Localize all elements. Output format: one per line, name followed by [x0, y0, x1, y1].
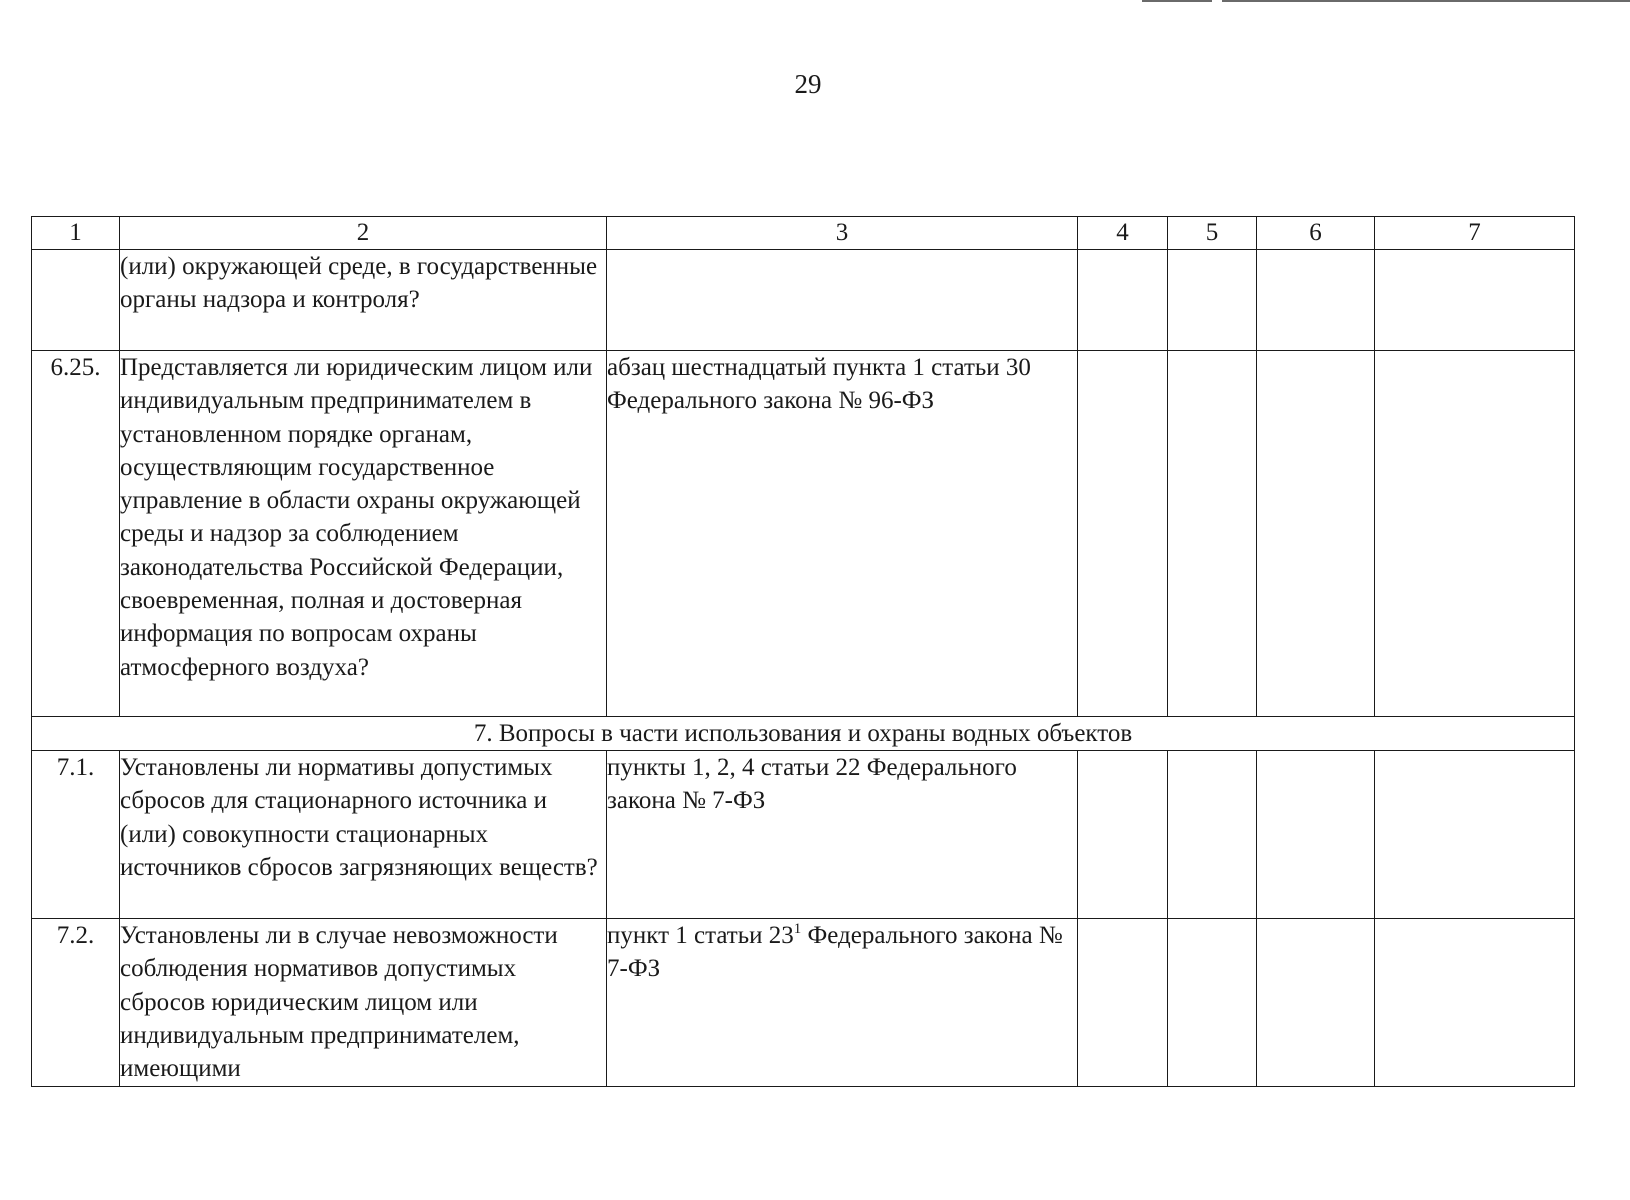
column-number: 3	[607, 217, 1078, 250]
empty-cell	[1168, 751, 1257, 919]
column-number: 5	[1168, 217, 1257, 250]
column-number: 4	[1078, 217, 1168, 250]
article-superscript: 1	[793, 921, 802, 937]
table-row	[32, 351, 1575, 717]
table-row	[32, 919, 1575, 1087]
item-number: 7.2.	[32, 919, 120, 1087]
top-edge-line	[1222, 0, 1630, 2]
column-number: 1	[32, 217, 120, 250]
table-row	[32, 250, 1575, 351]
question-text: Представляется ли юридическим лицом или индивидуальным предпринимателем в установленном порядке органам, осуществляющим государственное управление в области охраны окружающей среды и надзор за соблюдением законодательства Российской Федерации, своевременная, полная и достоверная информация по вопросам охраны атмосферного воздуха?	[120, 351, 607, 717]
legal-reference	[607, 919, 1078, 1087]
empty-cell	[1375, 919, 1575, 1087]
legal-reference	[607, 250, 1078, 351]
empty-cell	[1078, 351, 1168, 717]
column-number-row	[32, 217, 1575, 250]
column-number: 6	[1257, 217, 1375, 250]
empty-cell	[1078, 250, 1168, 351]
question-text: Установлены ли в случае невозможности соблюдения нормативов допустимых сбросов юридическим лицом или индивидуальным предпринимателем, имеющими	[120, 919, 607, 1087]
question-text: Установлены ли нормативы допустимых сбросов для стационарного источника и (или) совокупности стационарных источников сбросов загрязняющих веществ?	[120, 751, 607, 919]
empty-cell	[1168, 351, 1257, 717]
page-number: 29	[794, 69, 822, 99]
item-number: 6.25.	[32, 351, 120, 717]
column-number: 2	[120, 217, 607, 250]
empty-cell	[1257, 250, 1375, 351]
item-number: 7.1.	[32, 751, 120, 919]
empty-cell	[1168, 919, 1257, 1087]
legal-reference-end: Федерального закона № 7-ФЗ	[607, 922, 1063, 983]
empty-cell	[1257, 919, 1375, 1087]
empty-cell	[1375, 751, 1575, 919]
empty-cell	[1257, 751, 1375, 919]
empty-cell	[1375, 351, 1575, 717]
item-number	[32, 250, 120, 351]
top-edge-line	[1142, 0, 1212, 2]
legal-reference-start: пункт 1 статьи 23	[607, 922, 794, 949]
section-header-row	[32, 717, 1575, 751]
column-number: 7	[1375, 217, 1575, 250]
section-title: 7. Вопросы в части использования и охраны водных объектов	[32, 717, 1575, 751]
empty-cell	[1078, 751, 1168, 919]
empty-cell	[1168, 250, 1257, 351]
question-text: (или) окружающей среде, в государственные органы надзора и контроля?	[120, 250, 607, 351]
empty-cell	[1257, 351, 1375, 717]
checklist-table	[31, 216, 1575, 1087]
legal-reference: абзац шестнадцатый пункта 1 статьи 30 Федерального закона № 96-ФЗ	[607, 351, 1078, 717]
empty-cell	[1375, 250, 1575, 351]
legal-reference: пункты 1, 2, 4 статьи 22 Федерального закона № 7-ФЗ	[607, 751, 1078, 919]
table-row	[32, 751, 1575, 919]
empty-cell	[1078, 919, 1168, 1087]
